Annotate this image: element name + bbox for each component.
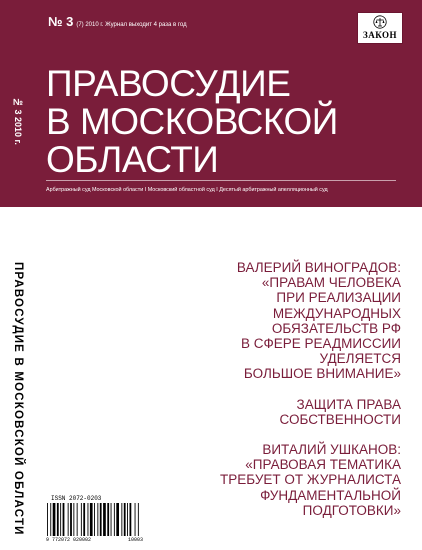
headline-line: ПОДГОТОВКИ»	[302, 502, 401, 518]
headline-line: ПРИ РЕАЛИЗАЦИИ	[276, 290, 401, 306]
headline-line: «ПРАВОВАЯ ТЕМАТИКА	[245, 457, 401, 473]
barcode-digits-left: 9 772072 020002	[46, 537, 92, 543]
headline-line: ВИТАЛИЙ УШКАНОВ:	[262, 442, 401, 458]
barcode-bar	[94, 503, 95, 536]
spine-issue-text: № 3 2010 г.	[13, 97, 23, 145]
logo-text: ЗАКОН	[362, 30, 398, 40]
barcode-bar	[135, 503, 136, 536]
spine-title-text: ПРАВОСУДИЕ В МОСКОВСКОЙ ОБЛАСТИ	[12, 262, 24, 536]
barcode-digits-right: 10003	[128, 537, 144, 543]
headline-line: «ПРАВАМ ЧЕЛОВЕКА	[261, 275, 401, 291]
barcode-bar	[114, 503, 115, 536]
headline-line: В СФЕРЕ РЕАДМИССИИ	[241, 336, 401, 352]
title-band	[0, 0, 422, 207]
magazine-title	[46, 65, 338, 179]
headline-line: ЗАЩИТА ПРАВА	[296, 396, 401, 412]
issue-subtitle: (7) 2010 г. Журнал выходит 4 раза в год	[76, 22, 187, 28]
barcode-bar	[100, 503, 102, 536]
barcode-bar	[88, 503, 89, 536]
headline-line: УДЕЛЯЕТСЯ	[319, 351, 401, 367]
cover-headlines	[181, 260, 401, 533]
title-divider	[46, 180, 396, 181]
barcode-bar	[90, 503, 93, 536]
publisher-logo	[357, 12, 403, 44]
barcode	[46, 503, 160, 536]
title-line-3: ОБЛАСТИ	[46, 139, 219, 180]
barcode-bar	[111, 503, 112, 536]
barcode-bar	[121, 503, 122, 536]
barcode-bar	[103, 503, 106, 536]
barcode-bar	[130, 503, 132, 536]
headline-line: ВАЛЕРИЙ ВИНОГРАДОВ:	[236, 260, 401, 275]
barcode-bar	[81, 503, 82, 536]
headline-3	[181, 442, 401, 518]
barcode-bar	[57, 503, 59, 536]
courts-line: Арбитражный суд Московской области I Московский областной суд I Десятый арбитражный апелляционный суд	[46, 187, 328, 193]
headline-line: БОЛЬШОЕ ВНИМАНИЕ»	[243, 366, 401, 382]
barcode-bar	[68, 503, 69, 536]
headline-line: ФУНДАМЕНТАЛЬНОЙ	[260, 487, 401, 503]
barcode-bar	[97, 503, 98, 536]
issue-line	[48, 14, 187, 29]
issue-number: № 3	[48, 14, 74, 29]
barcode-bar	[70, 503, 72, 536]
title-line-2: В МОСКОВСКОЙ	[46, 101, 338, 142]
barcode-bar	[47, 503, 48, 536]
barcode-bar	[73, 503, 74, 536]
barcode-bar	[107, 503, 109, 536]
headline-line: СОБСТВЕННОСТИ	[279, 411, 401, 427]
barcode-bar	[60, 503, 61, 536]
barcode-bar	[83, 503, 85, 536]
headline-line: ОБЯЗАТЕЛЬСТВ РФ	[271, 320, 401, 336]
barcode-bar	[77, 503, 78, 536]
headline-2	[181, 397, 401, 427]
barcode-bar	[53, 503, 56, 536]
barcode-bar	[127, 503, 128, 536]
barcode-bar	[138, 503, 139, 536]
scales-icon	[373, 15, 387, 29]
headline-line: ТРЕБУЕТ ОТ ЖУРНАЛИСТА	[220, 472, 401, 488]
barcode-bar	[63, 503, 65, 536]
issn-label: ISSN 2072-0203	[51, 495, 102, 502]
barcode-bar	[116, 503, 119, 536]
barcode-bar	[124, 503, 126, 536]
headline-line: МЕЖДУНАРОДНЫХ	[272, 305, 401, 321]
barcode-bar	[50, 503, 51, 536]
headline-1	[181, 260, 401, 382]
title-line-1: ПРАВОСУДИЕ	[46, 63, 291, 104]
